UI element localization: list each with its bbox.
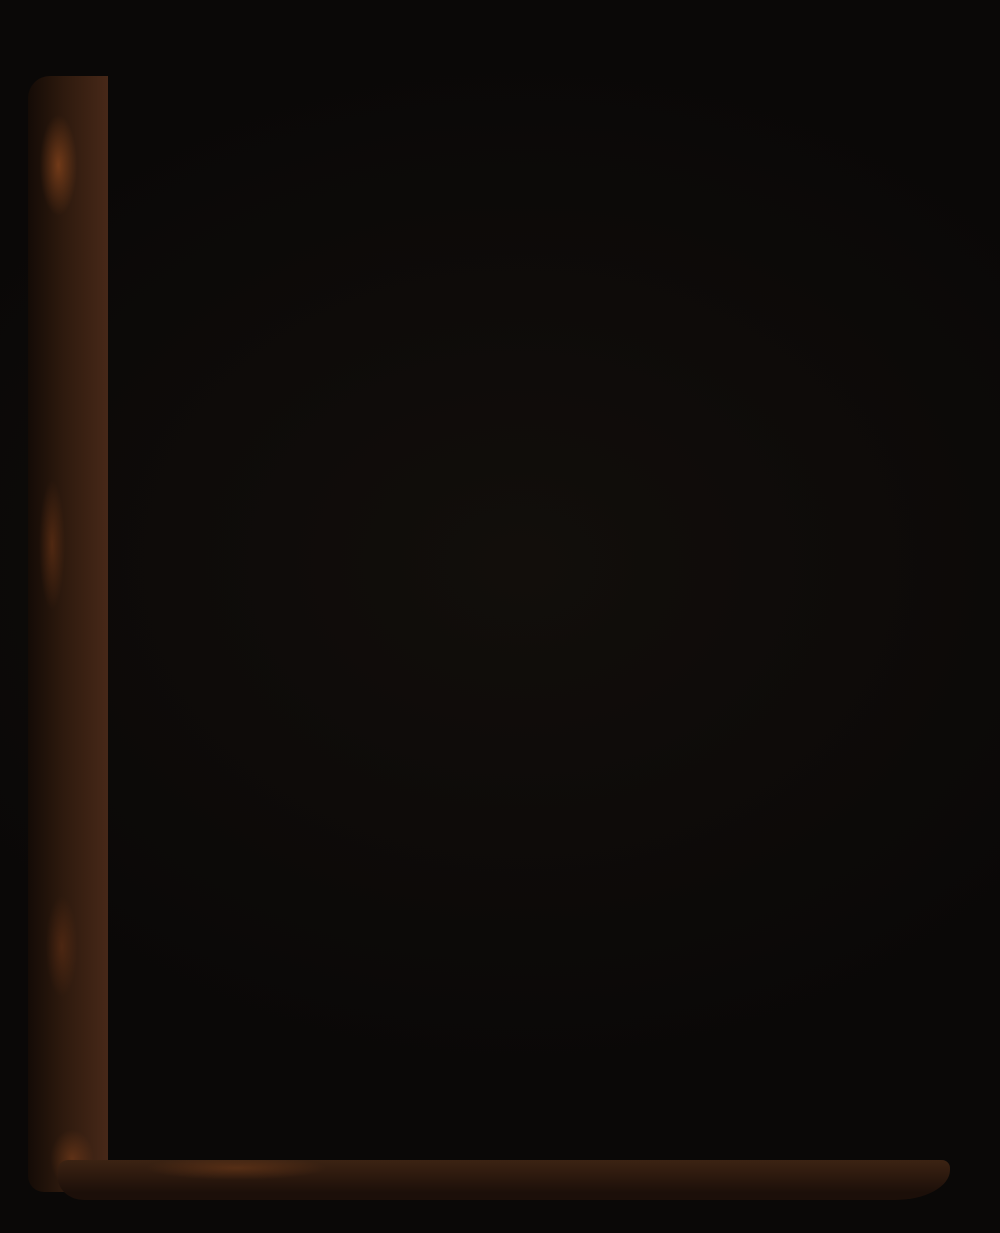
photo-background: [0, 16, 1000, 1233]
book-cover-bottom-edge: [58, 1160, 950, 1200]
page-edge-stack-left: [58, 68, 132, 1172]
